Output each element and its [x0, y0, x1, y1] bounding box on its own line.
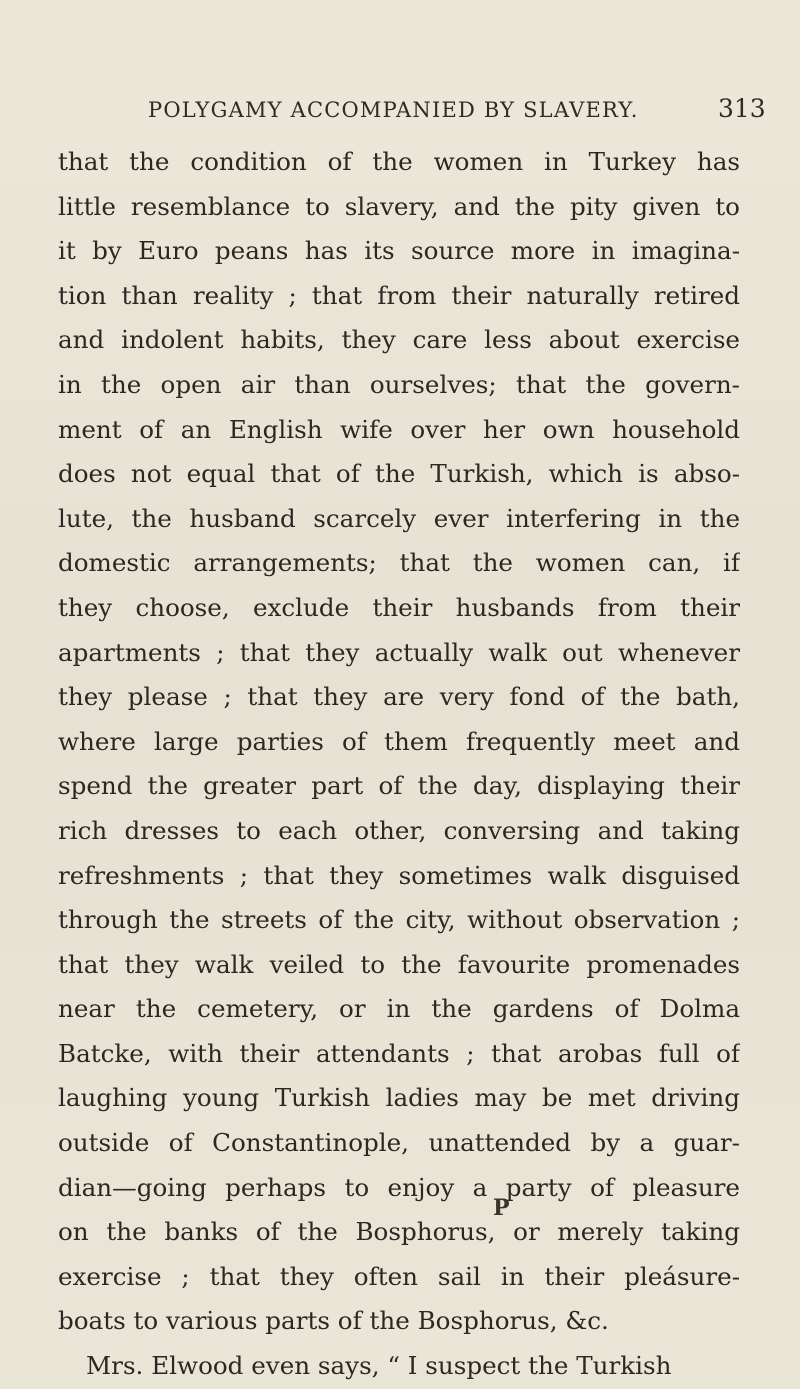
body-text — [58, 140, 740, 1389]
text-line: dian—going perhaps to enjoy a party of pleasure — [58, 1172, 740, 1202]
running-title: POLYGAMY ACCOMPANIED BY SLAVERY. — [148, 98, 639, 122]
text-line: that they walk veiled to the favourite promenades — [58, 949, 740, 979]
text-line: refreshments ; that they sometimes walk disguised — [58, 860, 740, 890]
text-line: exercise ; that they often sail in their pleásure- — [58, 1261, 740, 1291]
text-line: Mrs. Elwood even says, “ I suspect the Turkish — [86, 1351, 672, 1381]
text-line: laughing young Turkish ladies may be met driving — [58, 1083, 740, 1113]
text-line: on the banks of the Bosphorus, or merely taking — [58, 1217, 740, 1247]
text-line: boats to various parts of the Bosphorus, &c. — [58, 1306, 609, 1336]
text-line: that the condition of the women in Turkey has — [58, 147, 740, 176]
text-line: outside of Constantinople, unattended by a guar- — [58, 1128, 740, 1158]
text-line: domestic arrangements; that the women can, if — [58, 548, 740, 578]
text-line: they please ; that they are very fond of the bath, — [58, 682, 740, 712]
text-line: near the cemetery, or in the gardens of Dolma — [58, 994, 740, 1024]
text-line: and indolent habits, they care less about exercise — [58, 325, 740, 355]
text-line: lute, the husband scarcely ever interfering in the — [58, 503, 740, 533]
text-line: through the streets of the city, without observation ; — [58, 905, 740, 935]
text-line: Batcke, with their attendants ; that arobas full of — [58, 1038, 740, 1068]
text-line: rich dresses to each other, conversing and taking — [58, 815, 740, 845]
text-line: where large parties of them frequently meet and — [58, 726, 740, 756]
text-line: it by Euro peans has its source more in imagina- — [58, 236, 740, 266]
text-line: ment of an English wife over her own household — [58, 414, 740, 444]
text-line: little resemblance to slavery, and the pity given to — [58, 191, 740, 221]
text-line: they choose, exclude their husbands from their — [58, 592, 740, 622]
text-line: spend the greater part of the day, displaying their — [58, 771, 740, 801]
text-line: tion than reality ; that from their naturally retired — [58, 280, 740, 310]
text-line: does not equal that of the Turkish, which is abso- — [58, 459, 740, 489]
page-number: 313 — [718, 94, 766, 123]
text-line: in the open air than ourselves; that the govern- — [58, 369, 740, 399]
text-line: apartments ; that they actually walk out whenever — [58, 637, 740, 667]
signature-mark: P — [493, 1195, 510, 1221]
